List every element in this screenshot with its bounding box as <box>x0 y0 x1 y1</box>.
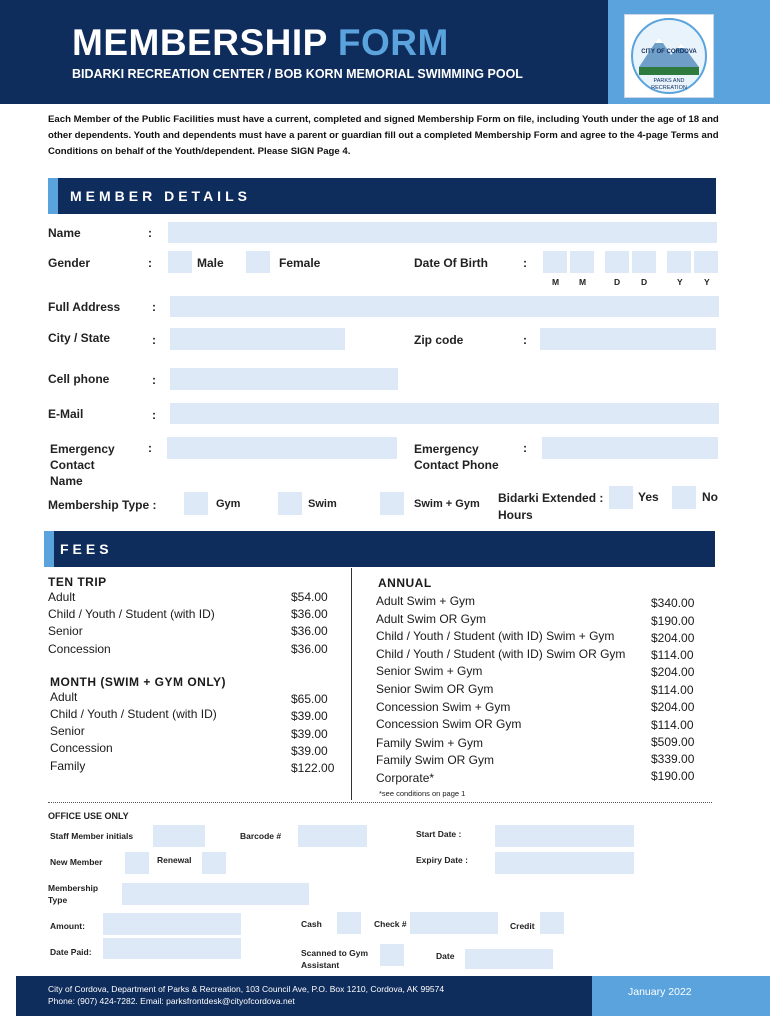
credit-label: Credit <box>510 921 535 931</box>
ten-trip-price: $54.00 <box>291 590 328 604</box>
gym-label: Gym <box>216 498 241 510</box>
bidarki-label-line1: Bidarki Extended : <box>498 491 604 505</box>
ten-trip-price: $36.00 <box>291 624 328 638</box>
membership-type-office-field[interactable] <box>122 883 309 905</box>
emergency-phone-label-line2: Contact Phone <box>414 458 499 472</box>
emergency-name-field[interactable] <box>167 437 397 459</box>
logo-text-2: PARKS AND <box>653 78 685 84</box>
bidarki-yes-label: Yes <box>638 490 659 504</box>
address-label: Full Address <box>48 300 121 314</box>
ten-trip-heading: TEN TRIP <box>48 575 107 589</box>
barcode-label: Barcode # <box>240 831 282 841</box>
swim-gym-label: Swim + Gym <box>414 498 480 510</box>
intro-paragraph: Each Member of the Public Facilities must have a current, completed and signed Membership Form on file, including Youth under the age of 18 and other dependents. Youth and dependents must have a parent or guardian fill out a completed Membership Form and agree to the 4-page Terms and Conditions on behalf of the Youth/dependent. Please SIGN Page 4. <box>48 114 719 157</box>
dob-label: Date Of Birth <box>414 256 489 270</box>
annual-item: Concession Swim + Gym <box>376 700 511 714</box>
ten-trip-item: Child / Youth / Student (with ID) <box>48 607 215 621</box>
gender-label: Gender <box>48 256 91 270</box>
start-date-field[interactable] <box>495 825 634 847</box>
scanned-label-line2: Assistant <box>301 960 340 970</box>
swim-checkbox[interactable] <box>278 492 302 515</box>
fees-divider <box>351 568 352 800</box>
start-date-label: Start Date : <box>416 829 462 839</box>
ten-trip-price: $36.00 <box>291 607 328 621</box>
cash-label: Cash <box>301 919 322 929</box>
name-field[interactable] <box>168 222 717 243</box>
office-separator <box>48 802 712 803</box>
scanned-label-line1: Scanned to Gym <box>301 948 369 958</box>
annual-price: $114.00 <box>651 648 694 662</box>
dob-letter-d2: D <box>641 277 648 287</box>
cell-label: Cell phone <box>48 372 110 386</box>
month-price: $65.00 <box>291 692 328 706</box>
emergency-name-label-line2: Contact <box>50 458 95 472</box>
zip-field[interactable] <box>540 328 716 350</box>
annual-price: $204.00 <box>651 700 695 714</box>
dob-year-2[interactable] <box>694 251 718 273</box>
bidarki-yes-checkbox[interactable] <box>609 486 633 509</box>
month-heading: MONTH (SWIM + GYM ONLY) <box>50 675 227 689</box>
dob-letter-d1: D <box>614 277 621 287</box>
female-label: Female <box>279 256 321 270</box>
dob-day-2[interactable] <box>632 251 656 273</box>
ten-trip-item: Adult <box>48 590 76 604</box>
annual-price: $509.00 <box>651 735 695 749</box>
month-item: Senior <box>50 724 85 738</box>
city-label: City / State <box>48 331 111 345</box>
scan-date-label: Date <box>436 951 455 961</box>
footer-address: City of Cordova, Department of Parks & Recreation, 103 Council Ave, P.O. Box 1210, Cordova, AK 99574 <box>48 984 445 994</box>
footer-contact <box>48 983 444 1007</box>
annual-note: *see conditions on page 1 <box>379 789 466 798</box>
scanned-label <box>301 947 368 971</box>
fees-title: FEES <box>60 541 113 557</box>
annual-heading: ANNUAL <box>378 576 432 590</box>
office-heading: OFFICE USE ONLY <box>48 811 129 821</box>
cash-checkbox[interactable] <box>337 912 361 934</box>
annual-price: $114.00 <box>651 718 694 732</box>
date-paid-label: Date Paid: <box>50 947 92 957</box>
bidarki-no-label: No <box>702 490 718 504</box>
cell-phone-field[interactable] <box>170 368 398 390</box>
annual-price: $339.00 <box>651 752 695 766</box>
emergency-name-colon: : <box>148 441 152 455</box>
dob-letter-m1: M <box>552 277 560 287</box>
ten-trip-item: Senior <box>48 624 83 638</box>
footer-phone-email: Phone: (907) 424-7282. Email: parksfrontdesk@cityofcordova.net <box>48 996 295 1006</box>
month-item: Child / Youth / Student (with ID) <box>50 707 217 721</box>
address-colon: : <box>152 300 156 314</box>
emergency-phone-field[interactable] <box>542 437 718 459</box>
email-colon: : <box>152 408 156 422</box>
mountain-logo-icon <box>625 15 713 97</box>
membership-type-office-label-line1: Membership <box>48 883 99 893</box>
fees-accent <box>44 531 54 567</box>
membership-type-office-label-line2: Type <box>48 895 68 905</box>
dob-letter-y1: Y <box>677 277 683 287</box>
male-label: Male <box>197 256 224 270</box>
check-number-field[interactable] <box>410 912 498 934</box>
amount-field[interactable] <box>103 913 241 935</box>
new-member-checkbox[interactable] <box>125 852 149 874</box>
city-logo <box>624 14 714 98</box>
emergency-phone-colon: : <box>523 441 527 455</box>
name-label: Name <box>48 226 81 240</box>
gender-colon: : <box>148 256 152 270</box>
renewal-checkbox[interactable] <box>202 852 226 874</box>
ten-trip-item: Concession <box>48 642 111 656</box>
form-title <box>72 22 449 64</box>
emergency-phone-label <box>414 441 499 473</box>
membership-type-office-label <box>48 882 98 906</box>
emergency-phone-label-line1: Emergency <box>414 442 479 456</box>
zip-label: Zip code <box>414 333 464 347</box>
renewal-label: Renewal <box>157 855 192 865</box>
dob-year-1[interactable] <box>667 251 691 273</box>
address-field[interactable] <box>170 296 719 317</box>
city-state-field[interactable] <box>170 328 345 350</box>
swim-gym-checkbox[interactable] <box>380 492 404 515</box>
annual-price: $340.00 <box>651 596 695 610</box>
annual-price: $190.00 <box>651 614 695 628</box>
ten-trip-price: $36.00 <box>291 642 328 656</box>
fees-bar <box>44 531 715 567</box>
check-label: Check # <box>374 919 407 929</box>
annual-item: Concession Swim OR Gym <box>376 717 522 731</box>
annual-item: Senior Swim OR Gym <box>376 682 494 696</box>
annual-item: Corporate* <box>376 771 435 785</box>
annual-item: Adult Swim OR Gym <box>376 612 487 626</box>
scan-date-field[interactable] <box>465 949 553 969</box>
swim-label: Swim <box>308 498 337 510</box>
new-member-label: New Member <box>50 857 103 867</box>
scanned-checkbox[interactable] <box>380 944 404 966</box>
credit-checkbox[interactable] <box>540 912 564 934</box>
form-subtitle: BIDARKI RECREATION CENTER / BOB KORN MEMORIAL SWIMMING POOL <box>72 67 523 81</box>
bidarki-no-checkbox[interactable] <box>672 486 696 509</box>
member-details-accent <box>48 178 58 214</box>
logo-text-1: CITY OF CORDOVA <box>641 49 697 55</box>
date-paid-field[interactable] <box>103 938 241 959</box>
month-item: Adult <box>50 690 78 704</box>
membership-type-label: Membership Type : <box>48 498 157 512</box>
bidarki-label <box>498 490 603 524</box>
dob-month-1[interactable] <box>543 251 567 273</box>
form-title-part2: FORM <box>337 22 449 63</box>
month-price: $39.00 <box>291 709 328 723</box>
email-field[interactable] <box>170 403 719 424</box>
dob-month-2[interactable] <box>570 251 594 273</box>
name-colon: : <box>148 226 152 240</box>
footer-date: January 2022 <box>628 986 692 998</box>
annual-item: Adult Swim + Gym <box>376 594 476 608</box>
cell-colon: : <box>152 373 156 387</box>
dob-day-1[interactable] <box>605 251 629 273</box>
annual-item: Child / Youth / Student (with ID) Swim OR Gym <box>376 647 626 661</box>
annual-item: Family Swim + Gym <box>376 736 484 750</box>
annual-item: Senior Swim + Gym <box>376 664 483 678</box>
dob-letter-y2: Y <box>704 277 710 287</box>
zip-colon: : <box>523 333 527 347</box>
staff-initials-field[interactable] <box>153 825 205 847</box>
annual-price: $204.00 <box>651 665 695 679</box>
logo-text-3: RECREATION <box>651 85 687 91</box>
barcode-field[interactable] <box>298 825 367 847</box>
annual-item: Child / Youth / Student (with ID) Swim + Gym <box>376 629 615 643</box>
month-item: Concession <box>50 741 113 755</box>
annual-price: $114.00 <box>651 683 694 697</box>
expiry-date-label: Expiry Date : <box>416 855 468 865</box>
gym-checkbox[interactable] <box>184 492 208 515</box>
month-item: Family <box>50 759 86 773</box>
city-colon: : <box>152 333 156 347</box>
bidarki-label-line2: Hours <box>498 508 533 522</box>
annual-price: $204.00 <box>651 631 695 645</box>
form-title-part1: MEMBERSHIP <box>72 22 328 63</box>
amount-label: Amount: <box>50 921 85 931</box>
male-checkbox[interactable] <box>168 251 192 273</box>
dob-letter-m2: M <box>579 277 587 287</box>
email-label: E-Mail <box>48 407 84 421</box>
month-price: $39.00 <box>291 744 328 758</box>
emergency-name-label-line1: Emergency <box>50 442 115 456</box>
annual-price: $190.00 <box>651 769 695 783</box>
emergency-name-label <box>50 441 115 489</box>
staff-initials-label: Staff Member initials <box>50 831 134 841</box>
emergency-name-label-line3: Name <box>50 474 83 488</box>
month-price: $39.00 <box>291 727 328 741</box>
member-details-title: MEMBER DETAILS <box>70 188 251 204</box>
female-checkbox[interactable] <box>246 251 270 273</box>
month-price: $122.00 <box>291 761 335 775</box>
expiry-date-field[interactable] <box>495 852 634 874</box>
dob-colon: : <box>523 256 527 270</box>
annual-item: Family Swim OR Gym <box>376 753 494 767</box>
